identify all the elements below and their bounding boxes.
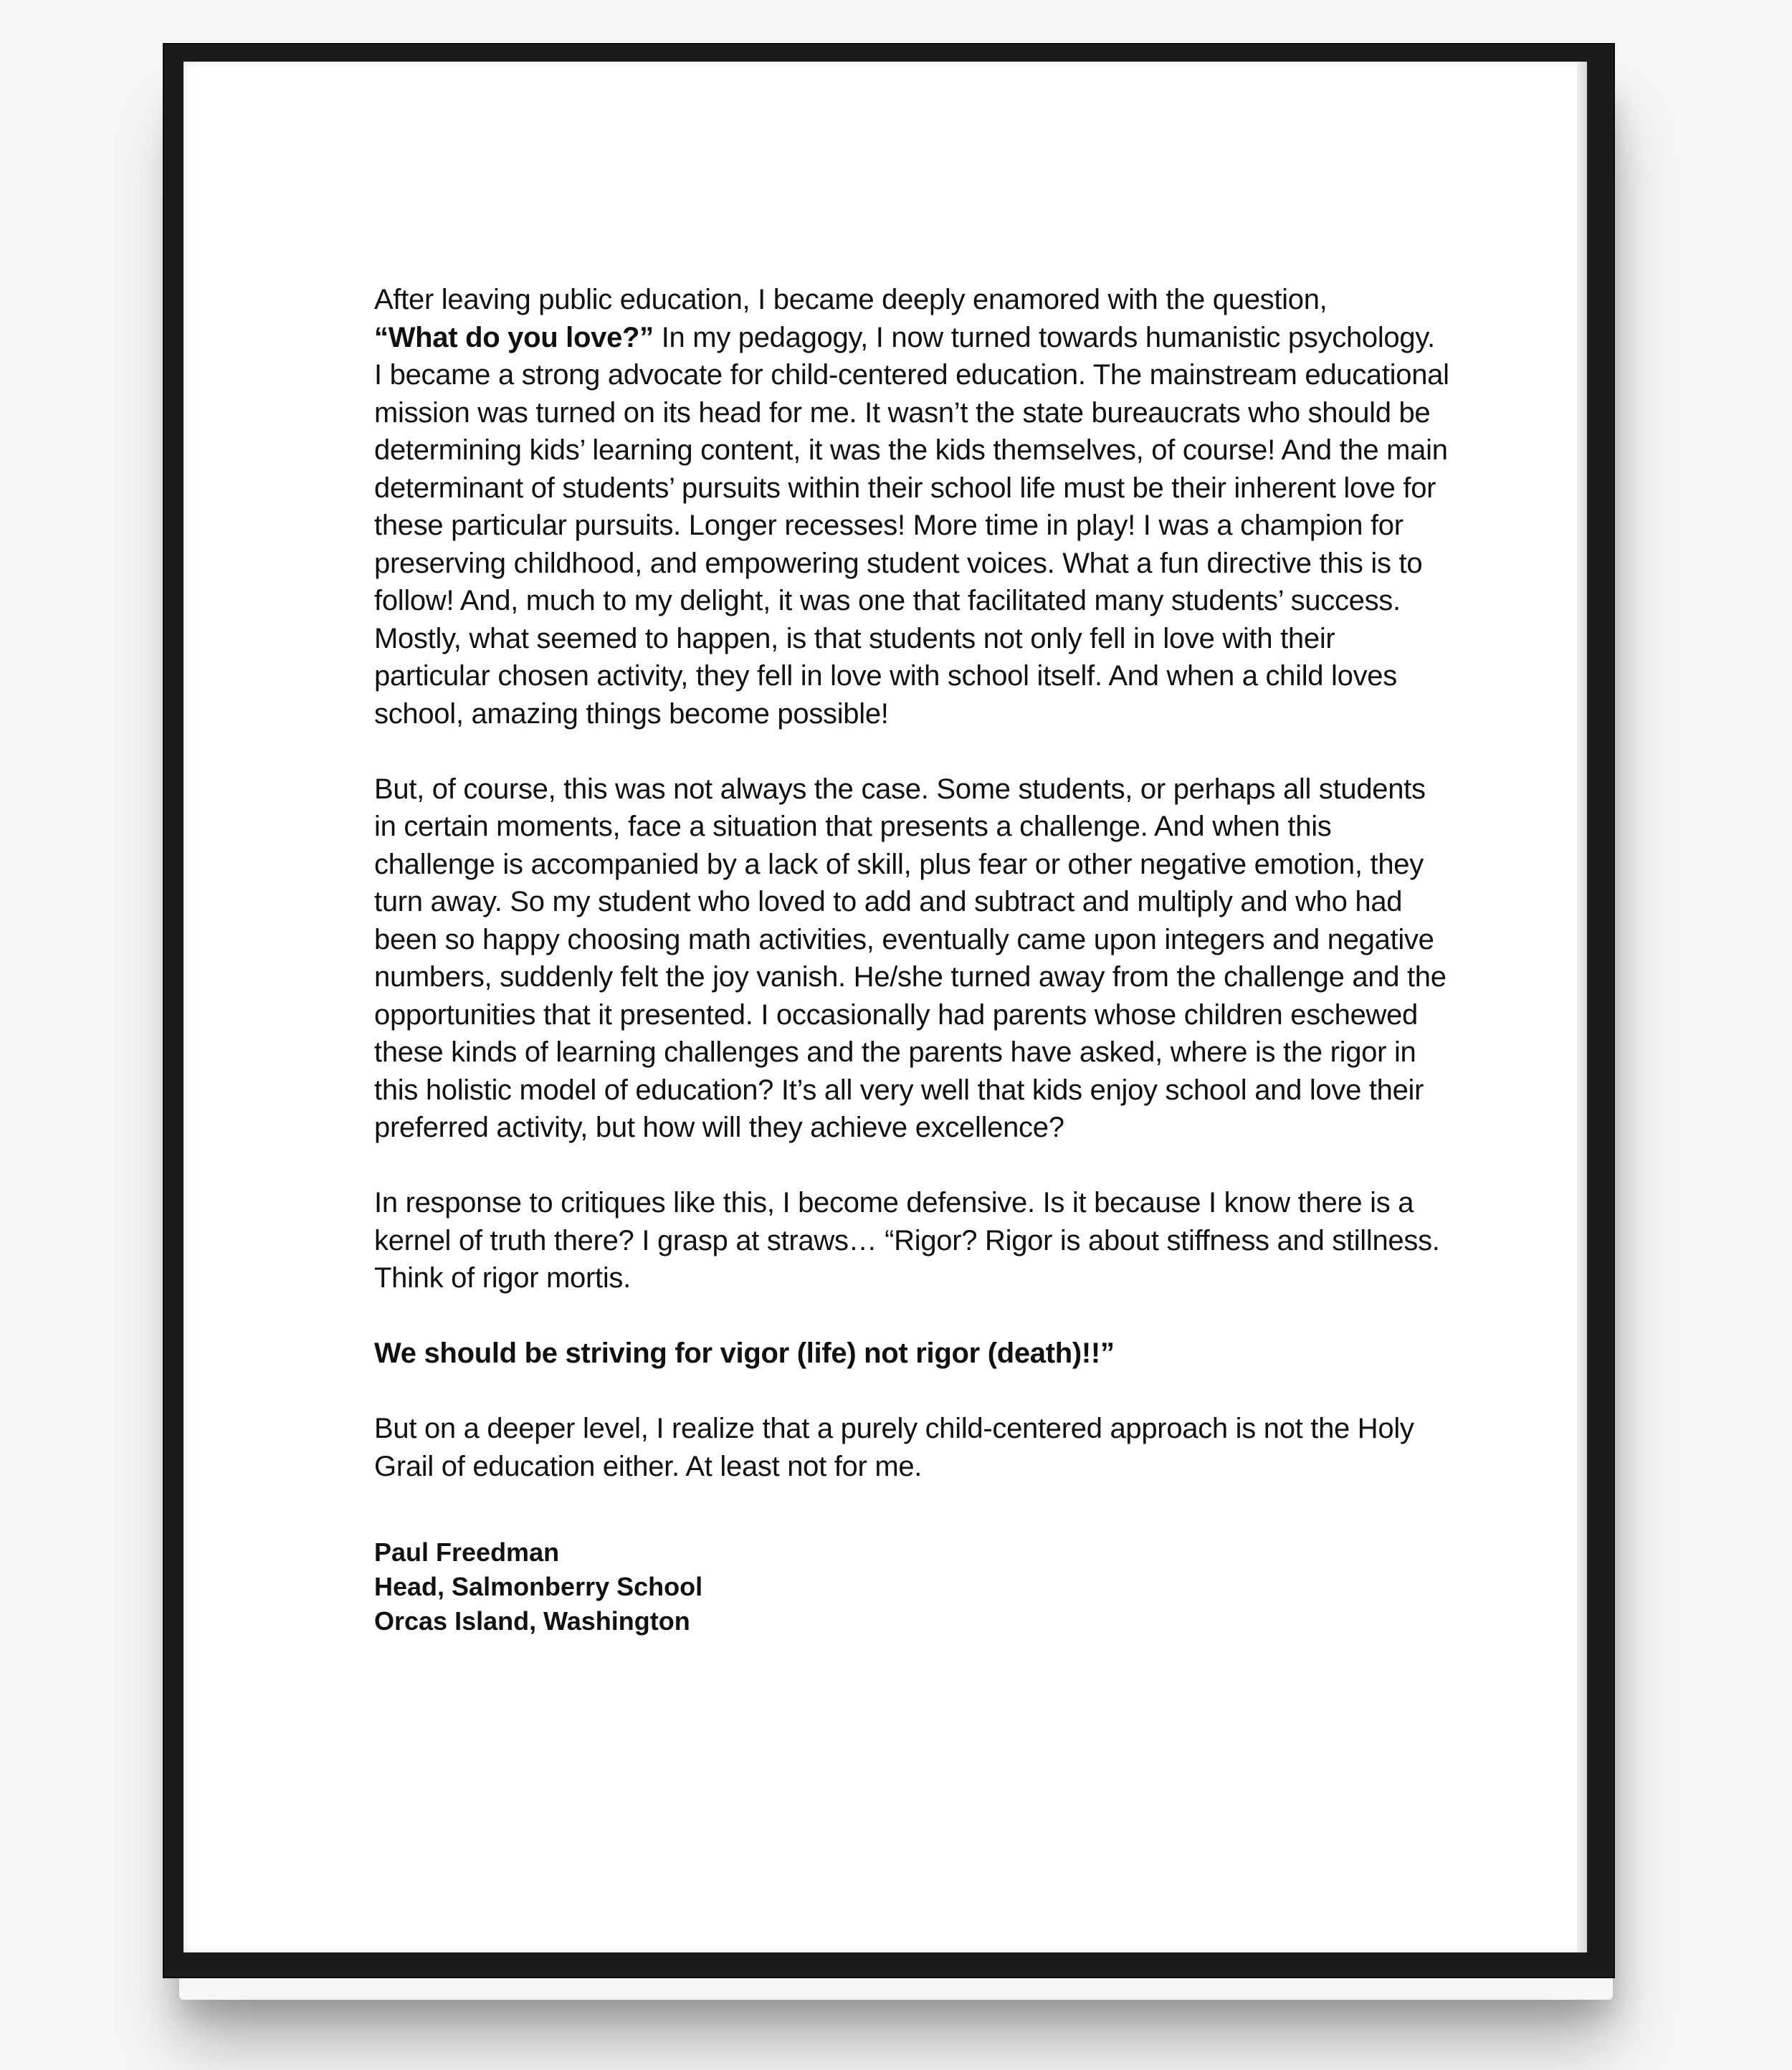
signature-block [374,1535,1449,1639]
signature-name: Paul Freedman [374,1537,560,1567]
paragraph-1-rest: In my pedagogy, I now turned towards humanistic psychology. I became a strong advocate for child-centered education. The mainstream educational mission was turned on its head for me. It wasn’t the state bureaucrats who should be determining kids’ learning content, it was the kids themselves, of course! And the main determinant of students’ pursuits within their school life must be their inherent love for these particular pursuits. Longer recesses! More time in play! I was a champion for preserving childhood, and empowering student voices. What a fun directive this is to follow! And, much to my delight, it was one that facilitated many students’ success. Mostly, what seemed to happen, is that students not only fell in love with their particular chosen activity, they fell in love with school itself. And when a child loves school, amazing things become possible! [374,321,1449,730]
paragraph-1 [374,281,1449,733]
paragraph-5: But on a deeper level, I realize that a purely child-centered approach is not the Holy Grail of education either. At least not for me. [374,1413,1414,1482]
signature-title: Head, Salmonberry School [374,1572,703,1601]
signature-location: Orcas Island, Washington [374,1606,690,1636]
letter-body [374,281,1449,1639]
paper-edge [1577,62,1587,1952]
paragraph-1-question: “What do you love?” [374,321,654,353]
paragraph-1-lead: After leaving public education, I became deeply enamored with the question, [374,284,1328,315]
paragraph-3: In response to critiques like this, I become defensive. Is it because I know there is a kernel of truth there? I grasp at straws… “Rigor? Rigor is about stiffness and stillness. Think of rigor mortis. [374,1187,1440,1294]
paragraph-4-emphasis: We should be striving for vigor (life) not rigor (death)!!” [374,1337,1115,1369]
paragraph-2: But, of course, this was not always the case. Some students, or perhaps all students in certain moments, face a situation that presents a challenge. And when this challenge is accompanied by a lack of skill, plus fear or other negative emotion, they turn away. So my student who loved to add and subtract and multiply and who had been so happy choosing math activities, eventually came upon integers and negative numbers, suddenly felt the joy vanish. He/she turned away from the challenge and the opportunities that it presented. I occasionally had parents whose children eschewed these kinds of learning challenges and the parents have asked, where is the rigor in this holistic model of education? It’s all very well that kids enjoy school and love their preferred activity, but how will they achieve excellence? [374,773,1447,1143]
